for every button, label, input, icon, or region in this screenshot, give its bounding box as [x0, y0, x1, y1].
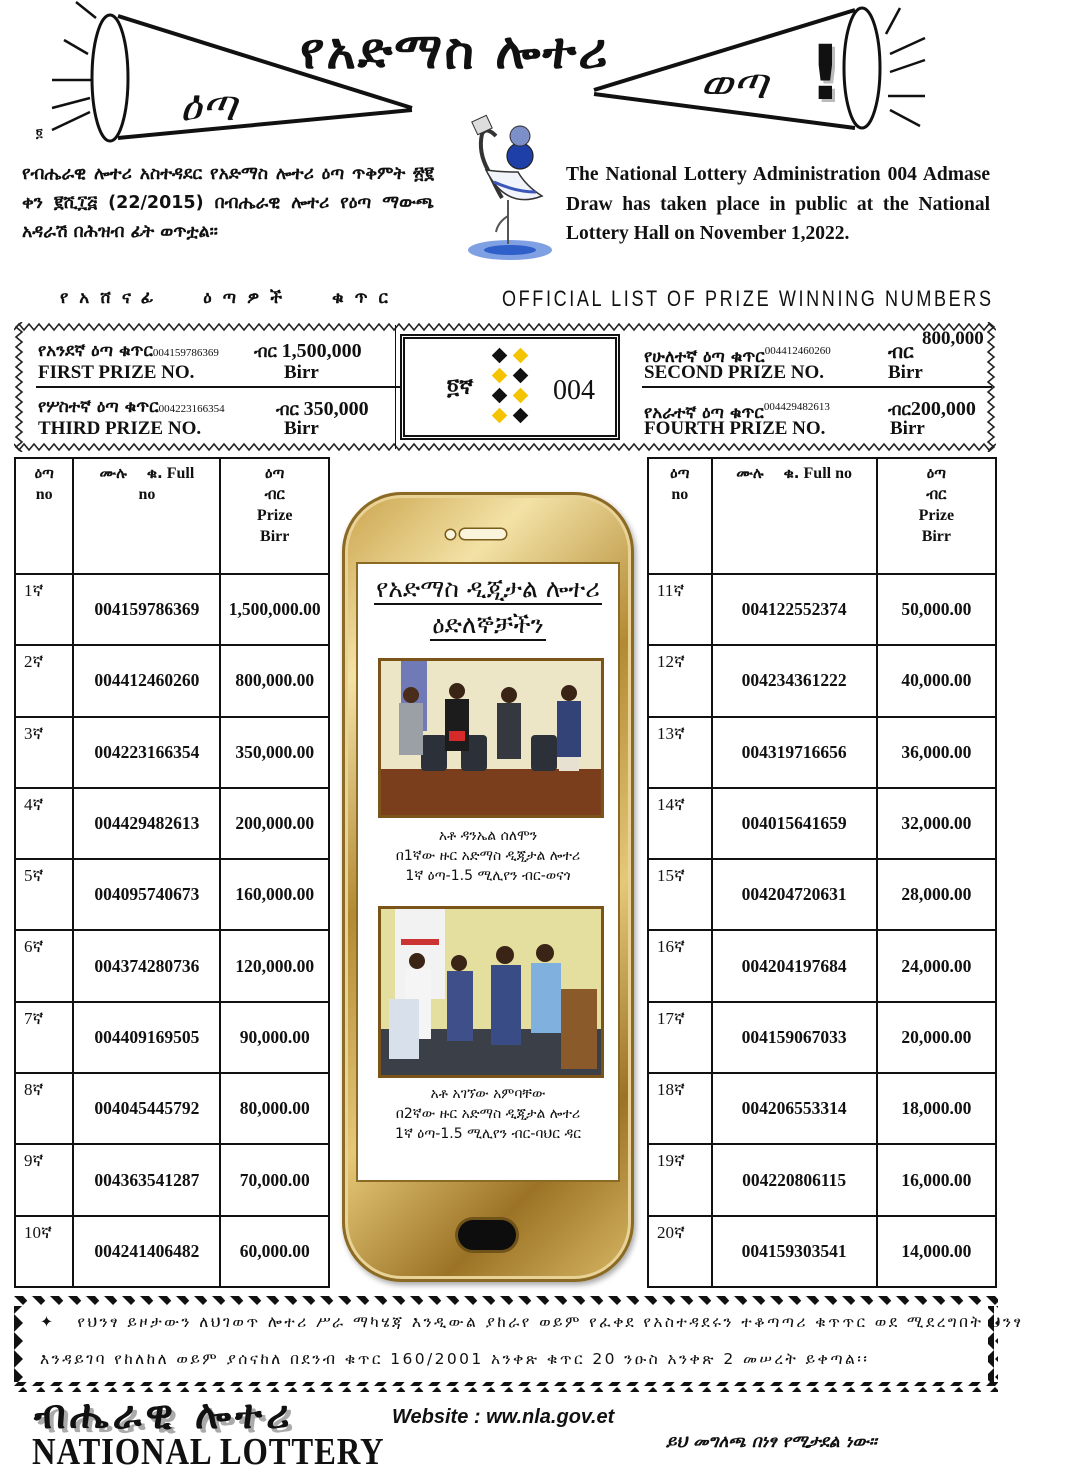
table-row: 4ኛ 004429482613 200,000.00: [15, 788, 329, 859]
fourth-prize-label-am: የአራተኛ ዕጣ ቁጥር: [644, 403, 764, 423]
divider: [642, 386, 992, 388]
divider: [36, 386, 416, 388]
promo-title-line2: ዕድለኞቻችን: [432, 610, 544, 639]
zigzag-border-bottom: [14, 442, 996, 452]
header-prize-birr: ዕጣ ብር Prize Birr: [220, 458, 329, 574]
brand-name-english: NATIONAL LOTTERY: [32, 1431, 385, 1471]
fourth-prize-birr: Birr: [890, 418, 925, 439]
table-row: 7ኛ 004409169505 90,000.00: [15, 1002, 329, 1073]
third-prize: [38, 396, 225, 420]
phone-screen: [356, 562, 620, 1182]
first-prize-birr: Birr: [284, 362, 319, 383]
notice-line-2: እንዳይገባ የከለከለ ወይም ያሰናከለ በደንብ ቁጥር 160/2001 አንቀጽ ቁጥር 20 ንዑስ አንቀጽ 2 መሠረት ይቀጣል፡፡: [40, 1350, 870, 1368]
zigzag-border-left: [14, 322, 24, 452]
header-full-no: ሙሉ ቁ. Full no: [712, 458, 877, 574]
second-prize-birr: Birr: [888, 362, 923, 383]
header-draw-no: ዕጣ no: [648, 458, 712, 574]
table-row: 20ኛ 004159303541 14,000.00: [648, 1216, 996, 1287]
intro-text-amharic: የብሔራዊ ሎተሪ አስተዳደር የአድማስ ሎተሪ ዕጣ ጥቅምት ፳፪ ቀን ፪ሺ፲፭ (22/2015) በብሔራዊ ሎተሪ የዕጣ ማውጫ አዳራሽ በሕዝብ ፊት ወጥቷል፡፡: [22, 164, 434, 242]
page-number-mark: ፬: [36, 126, 43, 140]
crane-logo-icon: [456, 112, 568, 268]
winner2-line2: በ2ኛው ዙር አድማስ ዲጂታል ሎተሪ: [395, 1106, 581, 1122]
table-row: 15ኛ 004204720631 28,000.00: [648, 859, 996, 930]
draw-code: 004: [553, 375, 595, 406]
winner1-name: አቶ ዳንኤል ሰለሞን: [438, 828, 538, 844]
winner2-name: አቶ አገኘው አምባቸው: [430, 1086, 546, 1102]
winner1-line2: በ1ኛው ዙር አድማስ ዲጂታል ሎተሪ: [395, 848, 581, 864]
intro-text-english: The National Lottery Administration 004 Admase Draw has taken place in public at the National Lottery Hall on November 1,2022.: [566, 164, 990, 244]
first-prize-label-en: FIRST PRIZE NO.: [38, 362, 195, 383]
winners-table-left: [14, 457, 330, 1288]
list-title-amharic: የአሸናፊ ዕጣዎች ቁጥር: [60, 288, 399, 308]
fourth-prize-amount: ብር200,000: [888, 398, 976, 420]
table-row: 6ኛ 004374280736 120,000.00: [15, 930, 329, 1001]
phone-promo-graphic: [342, 492, 634, 1282]
diamond-pattern-icon: [491, 347, 531, 427]
fourth-prize-label-en: FOURTH PRIZE NO.: [644, 418, 826, 439]
triangle-border: [14, 1296, 998, 1392]
top-prizes-band: [14, 322, 996, 452]
winners-table-right: [647, 457, 997, 1288]
winner2-line3: 1ኛ ዕጣ-1.5 ሚሊየን ብር-ባህር ዳር: [395, 1126, 581, 1142]
draw-ordinal: ፬ኛ: [447, 375, 474, 400]
promo-title-line1: የአድማስ ዲጂታል ሎተሪ: [376, 574, 600, 603]
megaphone-word-left: ዕጣ: [180, 80, 237, 131]
table-row: 3ኛ 004223166354 350,000.00: [15, 717, 329, 788]
winner1-photo: [378, 658, 604, 818]
table-row: 12ኛ 004234361222 40,000.00: [648, 645, 996, 716]
third-prize-birr: Birr: [284, 418, 319, 439]
table-header-row: [15, 458, 329, 574]
second-prize-label-am: የሁለተኛ ዕጣ ቁጥር: [644, 347, 765, 367]
free-distribution-note: ይህ መግለጫ በነፃ የሚታደል ነው፡፡: [666, 1432, 877, 1452]
megaphone-word-right: ወጣ: [700, 58, 768, 109]
second-prize-birr-am: ብር: [888, 342, 914, 363]
third-prize-number: 004223166354: [158, 403, 225, 415]
second-prize-amount: 800,000: [922, 328, 984, 349]
first-prize-amount: ብር 1,500,000: [254, 340, 362, 362]
list-title-english: OFFICIAL LIST OF PRIZE WINNING NUMBERS: [502, 286, 994, 311]
table-row: 8ኛ 004045445792 80,000.00: [15, 1073, 329, 1144]
third-prize-amount: ብር 350,000: [276, 398, 369, 420]
third-prize-label-am: የሦስተኛ ዕጣ ቁጥር: [38, 397, 159, 417]
second-prize-label-en: SECOND PRIZE NO.: [644, 362, 824, 383]
notice-line-1: ✦ የህንፃ ይዞታውን ለህገወጥ ሎተሪ ሥራ ማካሄጃ እንዲውል ያከራየ ወይም የፈቀደ የአስተዳደሩን ተቆጣጣሪ ቁጥጥር ወደ ሚደረግበት ህንፃ: [40, 1313, 1024, 1331]
first-prize-number: 004159786369: [152, 347, 219, 359]
zigzag-border-top: [14, 322, 996, 332]
table-row: 1ኛ 004159786369 1,500,000.00: [15, 574, 329, 645]
page-title: የአድማስ ሎተሪ: [300, 22, 610, 80]
phone-home-button-icon: [458, 1220, 516, 1250]
header-full-no: ሙሉ ቁ. Full no: [73, 458, 220, 574]
table-row: 19ኛ 004220806115 16,000.00: [648, 1144, 996, 1215]
first-prize-label-am: የአንደኛ ዕጣ ቁጥር: [38, 341, 153, 361]
brand-name-amharic: ብሔራዊ ሎተሪ: [34, 1392, 294, 1438]
star-bullet-icon: ✦: [40, 1313, 56, 1331]
header-draw-no: ዕጣ no: [15, 458, 73, 574]
winner2-photo: [378, 906, 604, 1078]
third-prize-label-en: THIRD PRIZE NO.: [38, 418, 202, 439]
website-link[interactable]: Website : ww.nla.gov.et: [392, 1406, 615, 1428]
divider: [395, 325, 396, 449]
first-prize: [38, 340, 219, 364]
table-row: 16ኛ 004204197684 24,000.00: [648, 930, 996, 1001]
table-row: 11ኛ 004122552374 50,000.00: [648, 574, 996, 645]
table-row: 10ኛ 004241406482 60,000.00: [15, 1216, 329, 1287]
fourth-prize-number: 004429482613: [763, 401, 830, 413]
phone-speaker-icon: [460, 529, 506, 539]
table-row: 2ኛ 004412460260 800,000.00: [15, 645, 329, 716]
table-row: 17ኛ 004159067033 20,000.00: [648, 1002, 996, 1073]
table-row: 13ኛ 004319716656 36,000.00: [648, 717, 996, 788]
table-row: 18ኛ 004206553314 18,000.00: [648, 1073, 996, 1144]
table-header-row: [648, 458, 996, 574]
table-row: 5ኛ 004095740673 160,000.00: [15, 859, 329, 930]
second-prize-number: 004412460260: [764, 345, 831, 357]
winner1-line3: 1ኛ ዕጣ-1.5 ሚሊየን ብር-ወናጎ: [405, 868, 571, 884]
table-row: 9ኛ 004363541287 70,000.00: [15, 1144, 329, 1215]
legal-notice: [14, 1296, 1024, 1392]
header-prize-birr: ዕጣ ብር Prize Birr: [877, 458, 996, 574]
draw-number-badge: [400, 334, 620, 440]
exclamation-mark: !: [808, 28, 843, 117]
table-row: 14ኛ 004015641659 32,000.00: [648, 788, 996, 859]
phone-camera-icon: [446, 530, 455, 539]
